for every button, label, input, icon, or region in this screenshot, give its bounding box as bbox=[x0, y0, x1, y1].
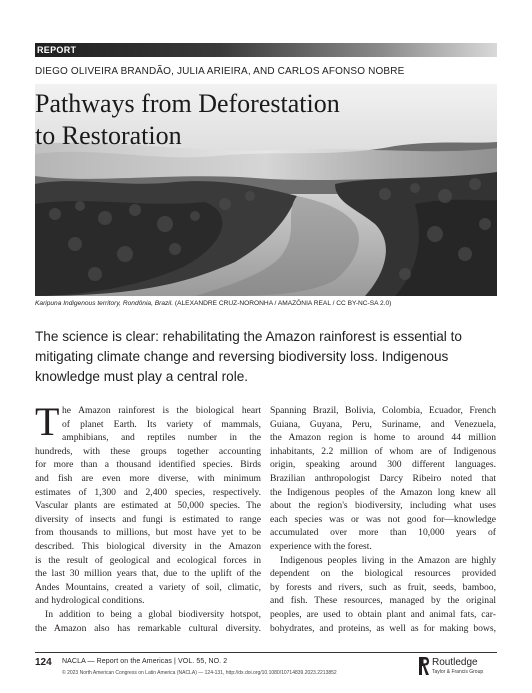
body-line: accumulated over more than 10,000 years of bbox=[270, 527, 496, 539]
body-line: dependent on the biological resources provided bbox=[270, 568, 496, 580]
lede-line: The science is clear: rehabilitating the Amazon rainforest is essential to bbox=[35, 329, 462, 344]
lede-line: knowledge must play a central role. bbox=[35, 369, 249, 384]
body-line: hundreds, with these groups together accounting bbox=[35, 445, 261, 457]
publisher-name: Routledge bbox=[432, 657, 478, 668]
publisher-logo bbox=[418, 656, 508, 678]
caption-place: Karipuna Indigenous territory, Rondônia, Brazil. bbox=[35, 300, 174, 307]
body-line: estimates of 1,300 and 2,400 species, respectively. bbox=[35, 486, 261, 498]
body-line: Spanning Brazil, Bolivia, Colombia, Ecuador, French bbox=[270, 405, 496, 416]
journal-line: NACLA — Report on the Americas | VOL. 55, NO. 2 bbox=[62, 658, 228, 665]
legal-line: © 2023 North American Congress on Latin America (NACLA) — 124-131, http://dx.doi.org/10.1080/10714839.2023.2213852 bbox=[62, 670, 337, 676]
body-line: the last 30 million years that, due to the uplift of the bbox=[35, 568, 261, 580]
body-line: for more than a thousand identified species. Birds bbox=[35, 459, 261, 471]
body-line: he Amazon rainforest is the biological heart bbox=[62, 405, 261, 416]
lede bbox=[35, 327, 505, 387]
section-label: REPORT bbox=[37, 45, 77, 55]
body-line: inhabitants, 2.2 million of whom are of Indigenous bbox=[270, 445, 496, 457]
body-line: about the region's biodiversity, including what uses bbox=[270, 500, 496, 512]
title-line-2: to Restoration bbox=[35, 121, 182, 150]
body-line: bohydrates, and proteins, as well as for making bows, bbox=[270, 622, 496, 634]
body-line: In addition to being a global biodiversity hotspot, bbox=[45, 608, 261, 620]
body-line: by forests and rivers, such as fruit, seeds, bamboo, bbox=[270, 581, 496, 593]
footer-rule bbox=[35, 652, 497, 653]
publisher-group: Taylor & Francis Group bbox=[432, 669, 484, 675]
body-line: described. This biological diversity in the Amazon bbox=[35, 540, 261, 552]
body-column-left bbox=[35, 399, 261, 635]
body-line: and hydrological conditions. bbox=[35, 595, 145, 607]
body-line: experience with the forest. bbox=[270, 540, 372, 552]
body-line: of planet Earth. Its variety of mammals, bbox=[62, 418, 261, 430]
authors-line: DIEGO OLIVEIRA BRANDÃO, JULIA ARIEIRA, AND CARLOS AFONSO NOBRE bbox=[35, 66, 405, 77]
page-number: 124 bbox=[35, 657, 52, 668]
body-line: diversity of insects and fungi is estimated to range bbox=[35, 513, 261, 525]
body-line: is the result of geological and ecological forces in bbox=[35, 554, 261, 566]
report-band bbox=[35, 43, 497, 57]
article-title bbox=[35, 88, 340, 152]
photo-caption bbox=[35, 300, 505, 307]
routledge-icon bbox=[418, 656, 430, 676]
body-line: Brazilian anthropologist Darcy Ribeiro noted that bbox=[270, 472, 496, 484]
body-line: each species was or was not good for—knowledge bbox=[270, 513, 496, 525]
body-line: Andes Mountains, created a variety of soil, climatic, bbox=[35, 581, 261, 593]
body-line: from thousands to millions, but most have yet to be bbox=[35, 527, 261, 539]
body-line: Vascular plants are estimated at 50,000 species. The bbox=[35, 500, 261, 512]
body-line: and fish. These resources, managed by the original bbox=[270, 595, 496, 607]
caption-credit: (ALEXANDRE CRUZ-NORONHA / AMAZÔNIA REAL / CC BY-NC-SA 2.0) bbox=[174, 300, 392, 307]
body-line: amphibians, and reptiles number in the bbox=[62, 432, 261, 444]
drop-cap: T bbox=[35, 399, 60, 444]
body-line: the Amazon also has remarkable cultural diversity. bbox=[35, 622, 261, 634]
body-line: Indigenous peoples living in the Amazon are highly bbox=[280, 554, 496, 566]
body-column-right bbox=[270, 404, 496, 635]
title-line-1: Pathways from Deforestation bbox=[35, 89, 340, 118]
body-line: and fish are even more diverse, with minimum bbox=[35, 472, 261, 484]
body-line: origin, speaking around 300 different languages. bbox=[270, 459, 496, 471]
body-line: the Indigenous peoples of the Amazon long knew all bbox=[270, 486, 496, 498]
body-line: the Amazon region is home to around 44 million bbox=[270, 432, 496, 444]
body-line: Guiana, Guyana, Peru, Suriname, and Venezuela, bbox=[270, 418, 496, 430]
lede-line: mitigating climate change and reversing biodiversity loss. Indigenous bbox=[35, 349, 449, 364]
body-line: peoples, are used to obtain plant and animal fats, car- bbox=[270, 608, 496, 620]
